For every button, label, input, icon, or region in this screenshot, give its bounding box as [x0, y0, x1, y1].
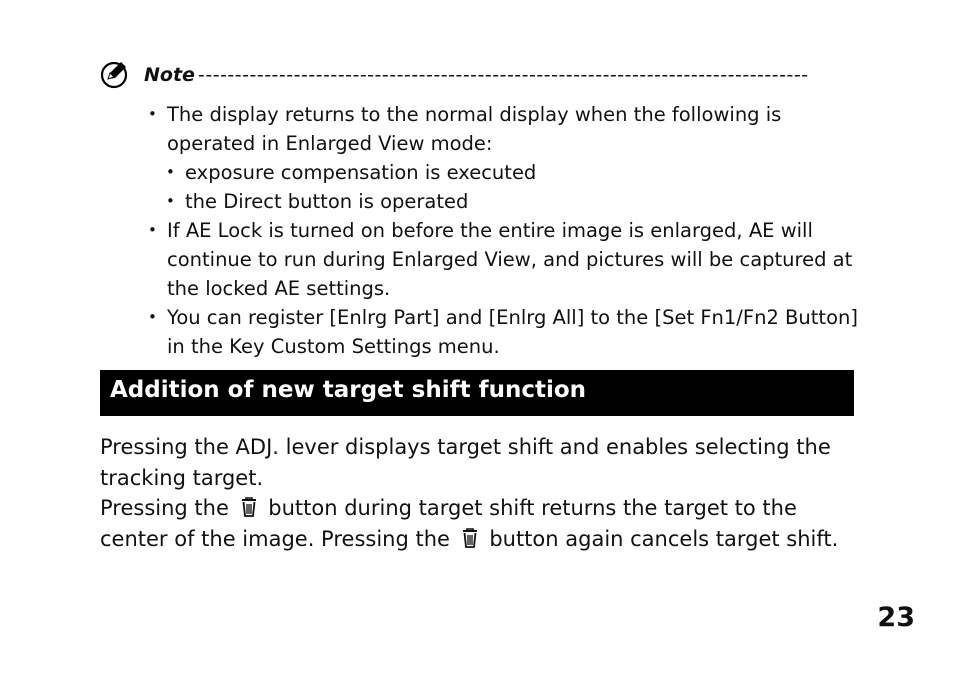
- section-title: Addition of new target shift function: [110, 377, 587, 403]
- pencil-note-icon: [100, 59, 130, 89]
- note-item: [148, 100, 860, 158]
- note-subitem: [148, 158, 860, 187]
- note-list: [148, 100, 860, 361]
- trash-icon: [460, 527, 480, 549]
- note-item-text: The display returns to the normal display when the following is operated in Enlarged View mode:: [167, 103, 782, 155]
- note-subitem-text: exposure compensation is executed: [185, 161, 537, 184]
- body-text-fragment: button again cancels target shift.: [489, 526, 839, 551]
- body-paragraph: Pressing the ADJ. lever displays target shift and enables selecting the tracking target.: [100, 435, 831, 490]
- note-item: [148, 216, 860, 303]
- body-paragraph: [100, 493, 860, 554]
- section-heading-bar: [100, 370, 854, 416]
- bullet-dot: •: [148, 221, 157, 239]
- bullet-dot: •: [148, 105, 157, 123]
- note-dash-rule: -----------------------------------------------------------------------------------: [198, 64, 809, 86]
- note-item: [148, 303, 860, 361]
- section-body: [100, 432, 860, 554]
- note-item-text: If AE Lock is turned on before the entire image is enlarged, AE will continue to run during Enlarged View, and pictures will be captured at the locked AE settings.: [167, 219, 853, 300]
- bullet-dot: •: [166, 192, 175, 210]
- bullet-dot: •: [166, 163, 175, 181]
- note-item-text: You can register [Enlrg Part] and [Enlrg All] to the [Set Fn1/Fn2 Button] in the Key Custom Settings menu.: [167, 306, 858, 358]
- note-subitem: [148, 187, 860, 216]
- body-text-fragment: button during target shift returns the target to the center of the image. Pressing the: [100, 496, 797, 551]
- note-subitem-text: the Direct button is operated: [185, 190, 469, 213]
- body-text-fragment: Pressing the: [100, 496, 229, 520]
- note-header: [100, 58, 860, 90]
- bullet-dot: •: [148, 308, 157, 326]
- note-label: Note: [144, 64, 195, 86]
- page-number: 23: [877, 602, 915, 633]
- trash-icon: [239, 496, 259, 518]
